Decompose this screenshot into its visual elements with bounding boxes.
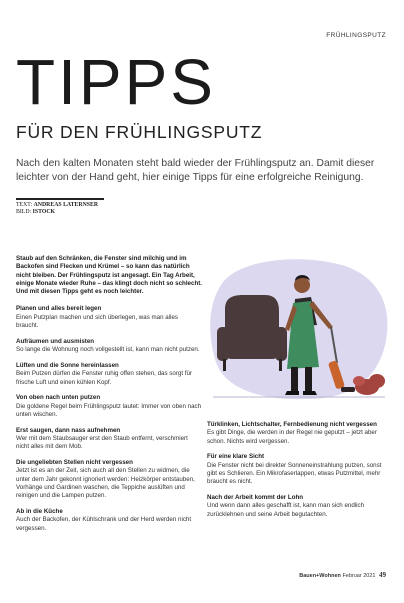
credits xyxy=(16,198,104,217)
tip-text: Wer mit dem Staubsauger erst den Staub entfernt, verschmiert nicht alles mit dem Mob. xyxy=(16,435,188,451)
footer-issue: Februar 2021 xyxy=(342,573,376,579)
tip-title: Ab in die Küche xyxy=(16,508,63,516)
footer-brand: Bauen+Wohnen xyxy=(299,573,341,579)
tip-title: Erst saugen, dann nass aufnehmen xyxy=(16,426,121,434)
credit-image-source: ISTOCK xyxy=(32,209,56,215)
tip-title: Aufräumen und ausmisten xyxy=(16,337,95,345)
tip-text: Auch der Backofen, der Kühlschrank und der Herd werden nicht vergessen. xyxy=(16,516,192,532)
article-title: TIPPS xyxy=(16,46,216,118)
tip-title: Nach der Arbeit kommt der Lohn xyxy=(207,494,304,502)
tip-title: Die ungeliebten Stellen nicht vergessen xyxy=(16,459,133,467)
tip-text: Und wenn dann alles geschafft ist, kann man sich endlich zurücklehnen und seine Arbeit begutachten. xyxy=(207,502,365,518)
tip-title: Türklinken, Lichtschalter, Fernbedienung nicht vergessen xyxy=(207,421,377,428)
tip-item xyxy=(16,338,202,355)
tip-text: Einen Putzplan machen und sich überlegen, was man alles braucht. xyxy=(16,313,179,330)
tip-title: Von oben nach unten putzen xyxy=(16,394,101,402)
tip-item xyxy=(207,494,385,519)
section-label: FRÜHLINGSPUTZ xyxy=(326,32,386,39)
credit-text-author: ANDREAS LATERNSER xyxy=(33,201,99,208)
tip-title: Planen und alles bereit legen xyxy=(16,305,102,313)
potted-plant xyxy=(353,374,385,395)
tip-text: Jetzt ist es an der Zeit, sich auch all den Stellen zu widmen, die unter dem Jahr gekonnt ignoriert werden: Heizkörper entstauben, Vorhänge und Gardinen waschen, die Teppiche auslüften und reinigen und die Lampen putzen. xyxy=(16,467,195,500)
tip-text: Es gibt Dinge, die werden in der Regel nie geputzt – jetzt aber schon. Nichts wird vergessen. xyxy=(207,429,377,445)
tip-item xyxy=(207,453,385,486)
tip-text: Beim Putzen dürfen die Fenster ruhig offen stehen, das sorgt für frische Luft und einen kühlen Kopf. xyxy=(16,370,192,386)
page-number: 49 xyxy=(379,571,386,579)
intro-paragraph: Staub auf den Schränken, die Fenster sind milchig und im Backofen sind Flecken und Krümel – so kann das natürlich nicht bleiben. Der Frühlingsputz ist angesagt. Ein Tag Arbeit, einige Monate wieder Ruhe – das klingt doch nicht so schlecht. Und mit diesen Tipps geht es noch leichter. xyxy=(16,255,203,296)
tip-text: Die goldene Regel beim Frühlingsputz lautet: Immer von oben nach unten wischen. xyxy=(16,402,202,418)
credits-rule xyxy=(16,198,104,200)
tip-item xyxy=(16,459,202,500)
credit-image-label: BILD: xyxy=(16,209,32,215)
credit-text xyxy=(16,202,104,210)
tip-item xyxy=(16,362,202,387)
cleaning-illustration xyxy=(207,255,391,407)
left-column xyxy=(16,255,202,541)
tip-title: Für eine klare Sicht xyxy=(207,453,265,461)
tip-item xyxy=(16,305,202,330)
tip-item xyxy=(16,394,202,419)
tip-item xyxy=(16,427,202,452)
page-footer xyxy=(299,571,386,579)
lead-paragraph: Nach den kalten Monaten steht bald wieder der Frühlingsputz an. Damit dieser leichter von der Hand geht, hier einige Tipps für eine erfolgreiche Reinigung. xyxy=(16,158,375,183)
tip-text: So lange die Wohnung noch vollgestellt ist, kann man nicht putzen. xyxy=(16,346,200,354)
tip-item xyxy=(16,508,202,533)
tip-text: Die Fenster nicht bei direkter Sonneneinstrahlung putzen, sonst gibt es Schlieren. Ein Mikrofaserlappen, etwas Putzmittel, mehr braucht es nicht. xyxy=(207,461,382,486)
credit-image xyxy=(16,209,104,217)
right-column xyxy=(207,421,385,526)
tip-item xyxy=(207,421,385,446)
tip-title: Lüften und die Sonne hereinlassen xyxy=(16,361,119,369)
credit-text-label: TEXT: xyxy=(16,201,33,208)
article-subtitle: FÜR DEN FRÜHLINGSPUTZ xyxy=(16,122,263,142)
